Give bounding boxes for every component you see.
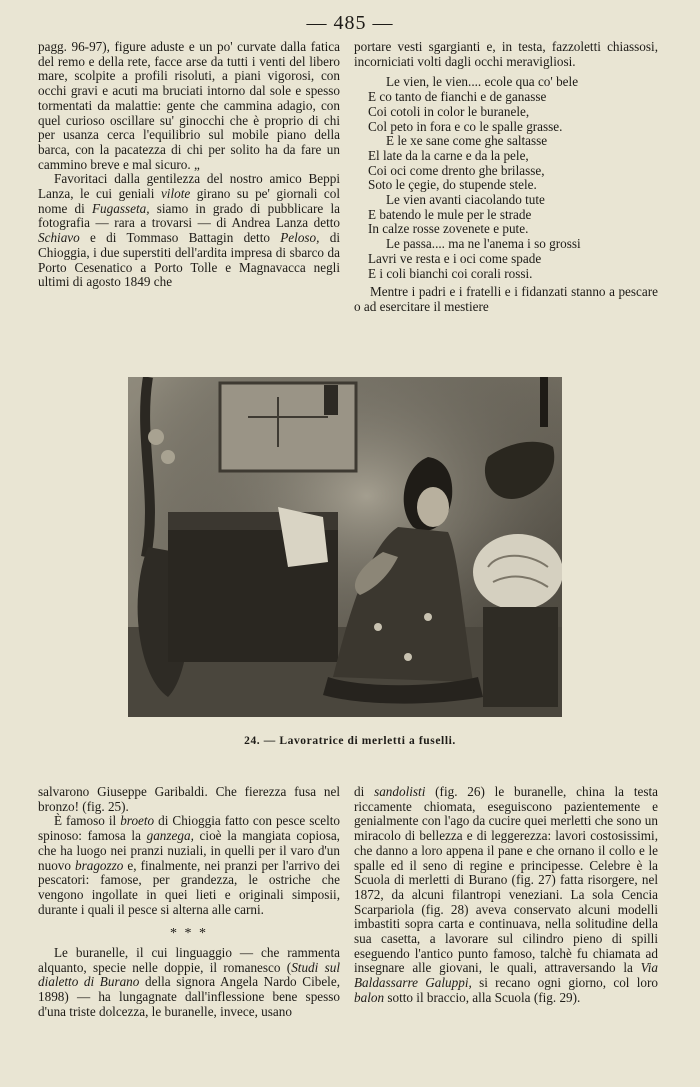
- section-asterism: * * *: [170, 926, 208, 942]
- poem-line: Le vien avanti ciacolando tute: [386, 192, 545, 208]
- figure-caption: 24. — Lavoratrice di merletti a fuselli.: [244, 735, 456, 747]
- poem-line: E co tanto de fianchi e de ganasse: [368, 89, 547, 105]
- lace-maker-photograph: [128, 377, 562, 717]
- paragraph: pagg. 96-97), figure aduste e un po' curvate dalla fatica del remo e della rete, facce arse da tutti i venti del libero mare, scolpite a profili risoluti, a piani vigorosi, con occhi gravi e acuti ma bruciati intorno dal sole e spesso tormentati da malattie: gente che cammina adagio, con quel curioso oscillare su' ginocchi che è proprio di chi per usanza cerca l'equilibrio sul mobile piano della barca, con la pacatezza di chi per solito ha da fare un cammino breve e mal sicuro. „: [38, 39, 340, 172]
- bottom-left-column: [38, 785, 340, 1020]
- poem-line: El late da la carne e da la pele,: [368, 147, 529, 163]
- paragraph: Mentre i padri e i fratelli e i fidanzati stanno a pescare o ad esercitare il mestiere: [354, 284, 658, 314]
- paragraph: Le buranelle, il cui linguaggio — che rammenta alquanto, specie nelle doppie, il romanesco (Studi sul dialetto di Burano della signora Angela Nardo Cibele, 1898) — ha lungagnate dall'inflessione bene spesso d'una triste dolcezza, le buranelle, invece, usano: [38, 945, 340, 1019]
- poem-line: Lavri ve resta e i oci come spade: [368, 250, 542, 266]
- poem-line: E i coli bianchi coi corali rossi.: [368, 265, 533, 281]
- paragraph: È famoso il broeto di Chioggia fatto con pesce scelto spinoso: famosa la ganzega, cioè la mangiata copiosa, che ha luogo nei pranzi nuziali, in quelli per il varo d'un nuovo bragozzo e, finalmente, nei pranzi per l'arrivo dei pescatori: famose, per grandezza, le ostriche che vengono ingollate in quei lieti e originali simposii, durante i quali il pesce si alterna alle carni.: [38, 813, 341, 917]
- poem-line: Le vien, le vien.... ecole qua co' bele: [386, 74, 579, 90]
- poem-line: Le passa.... ma ne l'anema i so grossi: [386, 236, 581, 252]
- paragraph: portare vesti sgargianti e, in testa, fazzoletti chiassosi, incorniciati volti dagli occhi meravigliosi.: [354, 39, 658, 69]
- poem-line: In calze rosse zovenete e pute.: [368, 221, 529, 237]
- poem-line: Coi cotoli in color le buranele,: [368, 103, 530, 119]
- page-number: — 485 —: [306, 12, 394, 34]
- poem-line: Soto le çegie, do stupende stele.: [368, 177, 537, 193]
- bottom-right-column: [354, 785, 658, 1006]
- dialect-poem: [368, 75, 658, 281]
- top-left-column: [38, 40, 340, 290]
- poem-line: Col peto in fora e co le spalle grasse.: [368, 118, 563, 134]
- paragraph: Favoritaci dalla gentilezza del nostro amico Beppi Lanza, le cui geniali vilote girano su pe' giornali col nome di Fugasseta, siamo in grado di pubblicare la fotografia — rara a trovarsi — di Andrea Lanza detto Schiavo e di Tommaso Battagin detto Peloso, di Chioggia, i due superstiti dell'ardita impresa di sbarco da Porto Cesenatico a Porto Tolle e Magnavacca negli ultimi di agosto 1849 che: [38, 171, 341, 290]
- poem-line: E le xe sane come ghe saltasse: [386, 133, 548, 149]
- paragraph: salvarono Giuseppe Garibaldi. Che fierezza fusa nel bronzo! (fig. 25).: [38, 784, 340, 814]
- poem-line: Coi oci come drento ghe brilasse,: [368, 162, 545, 178]
- poem-line: E batendo le mule per le strade: [368, 206, 532, 222]
- paragraph: di sandolisti (fig. 26) le buranelle, china la testa riccamente chiomata, eseguiscono pazientemente e genialmente con l'ago da cucire quei merletti che sono un miracolo di bellezza e di leggerezza: lavori costosissimi, che danno a loro appena il pane e che ornano il collo e le spalle ed il seno di regine e principesse. Celebre è la Scuola di merletti di Burano (fig. 27) fatta risorgere, nel 1872, da alcuni filantropi veneziani. La sola Cencia Scarpariola (fig. 28) aveva conservato alcuni modelli imbastiti sopra carta e continuava, nella solitudine della sua casetta, a lavorare sul cilindro pieno di spilli eseguendo l'antico punto famoso, talchè fu chiamata ad insegnare alle giovani, le quali, attraversando la Via Baldassarre Galuppi, si recano ogni giorno, col loro balon sotto il braccio, alla Scuola (fig. 29).: [354, 784, 659, 1005]
- top-right-column: [354, 40, 658, 315]
